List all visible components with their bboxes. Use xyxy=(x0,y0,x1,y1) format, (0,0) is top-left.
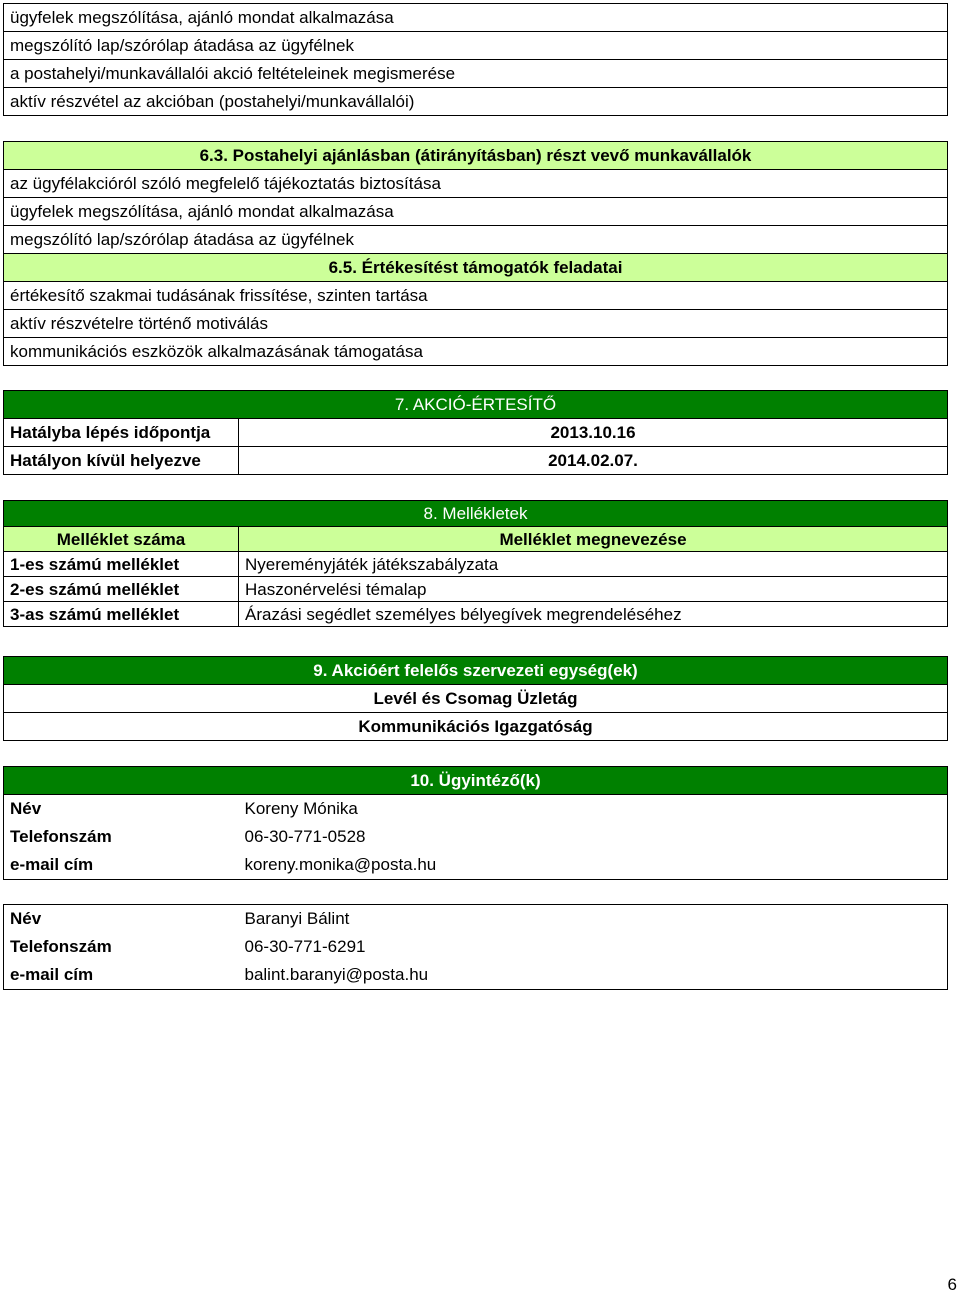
list-item: megszólító lap/szórólap átadása az ügyfélnek xyxy=(4,32,948,60)
table-row xyxy=(4,602,948,627)
responsible-unit: Levél és Csomag Üzletág xyxy=(4,685,948,713)
section-8-table xyxy=(3,500,948,627)
attachment-name-header: Melléklet megnevezése xyxy=(239,527,948,552)
list-item: kommunikációs eszközök alkalmazásának támogatása xyxy=(4,338,948,366)
list-item: az ügyfélakcióról szóló megfelelő tájékoztatás biztosítása xyxy=(4,170,948,198)
section-6-3-heading: 6.3. Postahelyi ajánlásban (átirányításban) részt vevő munkavállalók xyxy=(4,142,948,170)
top-task-list xyxy=(3,3,948,116)
repeal-date-label: Hatályon kívül helyezve xyxy=(4,447,239,475)
contact-name: Koreny Mónika xyxy=(244,799,358,818)
attachment-number: 1-es számú melléklet xyxy=(4,552,239,577)
table-row xyxy=(4,552,948,577)
contact-email-label: e-mail cím xyxy=(10,965,94,984)
attachment-name: Nyereményjáték játékszabályzata xyxy=(239,552,948,577)
list-item: aktív részvételre történő motiválás xyxy=(4,310,948,338)
section-10-contact-1 xyxy=(3,766,948,880)
contact-name-label: Név xyxy=(10,799,42,818)
contact-phone-label: Telefonszám xyxy=(10,827,112,846)
contact-email: koreny.monika@posta.hu xyxy=(244,855,437,874)
contact-name-label: Név xyxy=(10,909,42,928)
table-row xyxy=(4,577,948,602)
section-10-heading: 10. Ügyintéző(k) xyxy=(4,767,948,795)
section-6-5-heading: 6.5. Értékesítést támogatók feladatai xyxy=(4,254,948,282)
repeal-date-value: 2014.02.07. xyxy=(239,447,948,475)
section-10-contact-2 xyxy=(3,904,948,990)
effective-date-label: Hatályba lépés időpontja xyxy=(4,419,239,447)
section-6-3-6-5 xyxy=(3,141,948,366)
contact-email-label: e-mail cím xyxy=(10,855,94,874)
contact-email: balint.baranyi@posta.hu xyxy=(244,965,429,984)
page-number: 6 xyxy=(947,1275,957,1294)
section-7-table xyxy=(3,390,948,475)
effective-date-value: 2013.10.16 xyxy=(239,419,948,447)
list-item: értékesítő szakmai tudásának frissítése, szinten tartása xyxy=(4,282,948,310)
list-item: a postahelyi/munkavállalói akció feltételeinek megismerése xyxy=(4,60,948,88)
attachment-name: Árazási segédlet személyes bélyegívek megrendeléséhez xyxy=(239,602,948,627)
list-item: aktív részvétel az akcióban (postahelyi/munkavállalói) xyxy=(4,88,948,116)
responsible-unit: Kommunikációs Igazgatóság xyxy=(4,713,948,741)
section-9-table xyxy=(3,656,948,741)
list-item: ügyfelek megszólítása, ajánló mondat alkalmazása xyxy=(4,198,948,226)
contact-phone: 06-30-771-6291 xyxy=(244,937,366,956)
section-9-heading: 9. Akcióért felelős szervezeti egység(ek) xyxy=(4,657,948,685)
attachment-number-header: Melléklet száma xyxy=(4,527,239,552)
contact-phone-label: Telefonszám xyxy=(10,937,112,956)
section-7-heading: 7. AKCIÓ-ÉRTESÍTŐ xyxy=(4,391,948,419)
list-item: ügyfelek megszólítása, ajánló mondat alkalmazása xyxy=(4,4,948,32)
contact-phone: 06-30-771-0528 xyxy=(244,827,366,846)
section-8-heading: 8. Mellékletek xyxy=(4,501,948,527)
attachment-number: 2-es számú melléklet xyxy=(4,577,239,602)
list-item: megszólító lap/szórólap átadása az ügyfélnek xyxy=(4,226,948,254)
attachment-name: Haszonérvelési témalap xyxy=(239,577,948,602)
contact-name: Baranyi Bálint xyxy=(244,909,350,928)
attachment-number: 3-as számú melléklet xyxy=(4,602,239,627)
